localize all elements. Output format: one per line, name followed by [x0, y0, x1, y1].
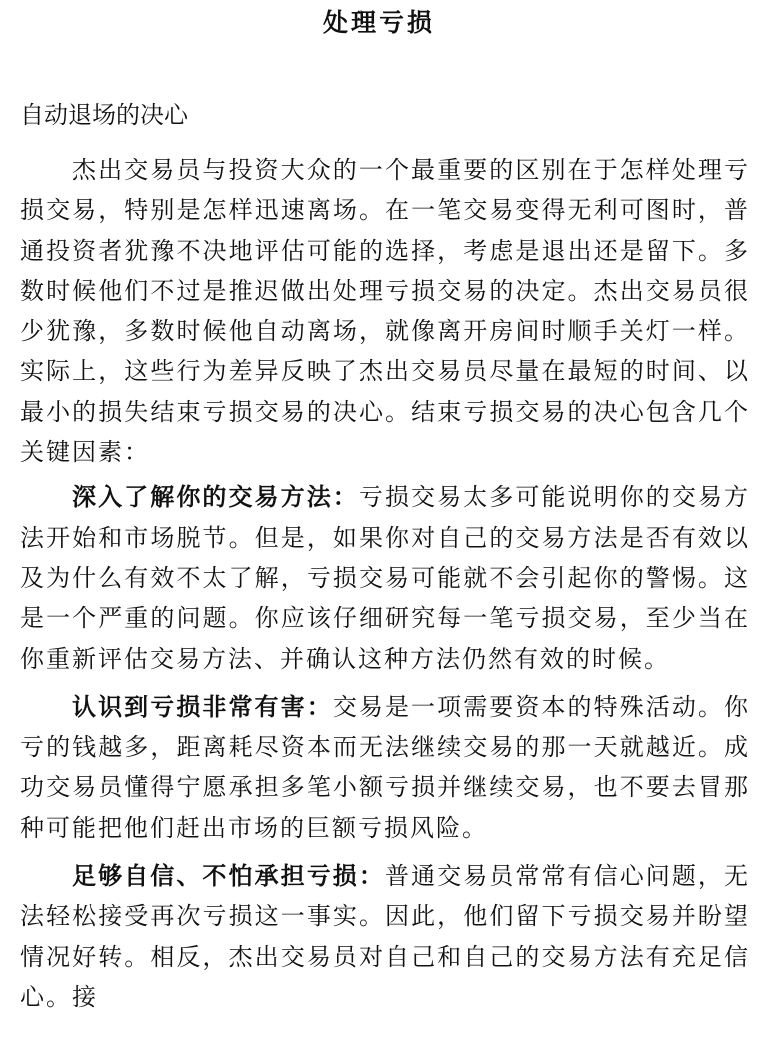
- paragraph-lead: 认识到亏损非常有害：: [72, 692, 333, 721]
- paragraph-lead: 深入了解你的交易方法：: [72, 483, 359, 512]
- paragraph-text: 杰出交易员与投资大众的一个最重要的区别在于怎样处理亏损交易，特别是怎样迅速离场。在一笔交易变得无利可图时，普通投资者犹豫不决地评估可能的选择，考虑是退出还是留下。多数时候他们不过是推迟做出处理亏损交易的决定。杰出交易员很少犹豫，多数时候他自动离场，就像离开房间时顺手关灯一样。实际上，这些行为差异反映了杰出交易员尽量在最短的时间、以最小的损失结束亏损交易的决心。结束亏损交易的决心包含几个关键因素：: [20, 156, 750, 467]
- paragraph-confidence: [20, 856, 750, 1017]
- paragraph-text: 交易是一项需要资本的特殊活动。你亏的钱越多，距离耗尽资本而无法继续交易的那一天就越近。成功交易员懂得宁愿承担多笔小额亏损并继续交易，也不要去冒那种可能把他们赶出市场的巨额亏损风险。: [20, 692, 751, 842]
- paragraph-losses-harmful: [20, 687, 750, 848]
- section-title: 自动退场的决心: [20, 101, 188, 129]
- paragraph-understand-method: [20, 477, 750, 678]
- paragraph-text: 普通交易员常常有信心问题，无法轻松接受再次亏损这一事实。因此，他们留下亏损交易并盼望情况好转。相反，杰出交易员对自己和自己的交易方法有充足信心。接: [20, 862, 751, 1011]
- paragraph-intro: [20, 150, 750, 472]
- chapter-title: 处理亏损: [322, 8, 435, 37]
- paragraph-text: 亏损交易太多可能说明你的交易方法开始和市场脱节。但是，如果你对自己的交易方法是否有效以及为什么有效不太了解，亏损交易可能就不会引起你的警惕。这是一个严重的问题。你应该仔细研究每一笔亏损交易，至少当在你重新评估交易方法、并确认这种方法仍然有效的时候。: [20, 483, 751, 673]
- paragraph-lead: 足够自信、不怕承担亏损：: [72, 862, 385, 891]
- body-text: [20, 150, 750, 1025]
